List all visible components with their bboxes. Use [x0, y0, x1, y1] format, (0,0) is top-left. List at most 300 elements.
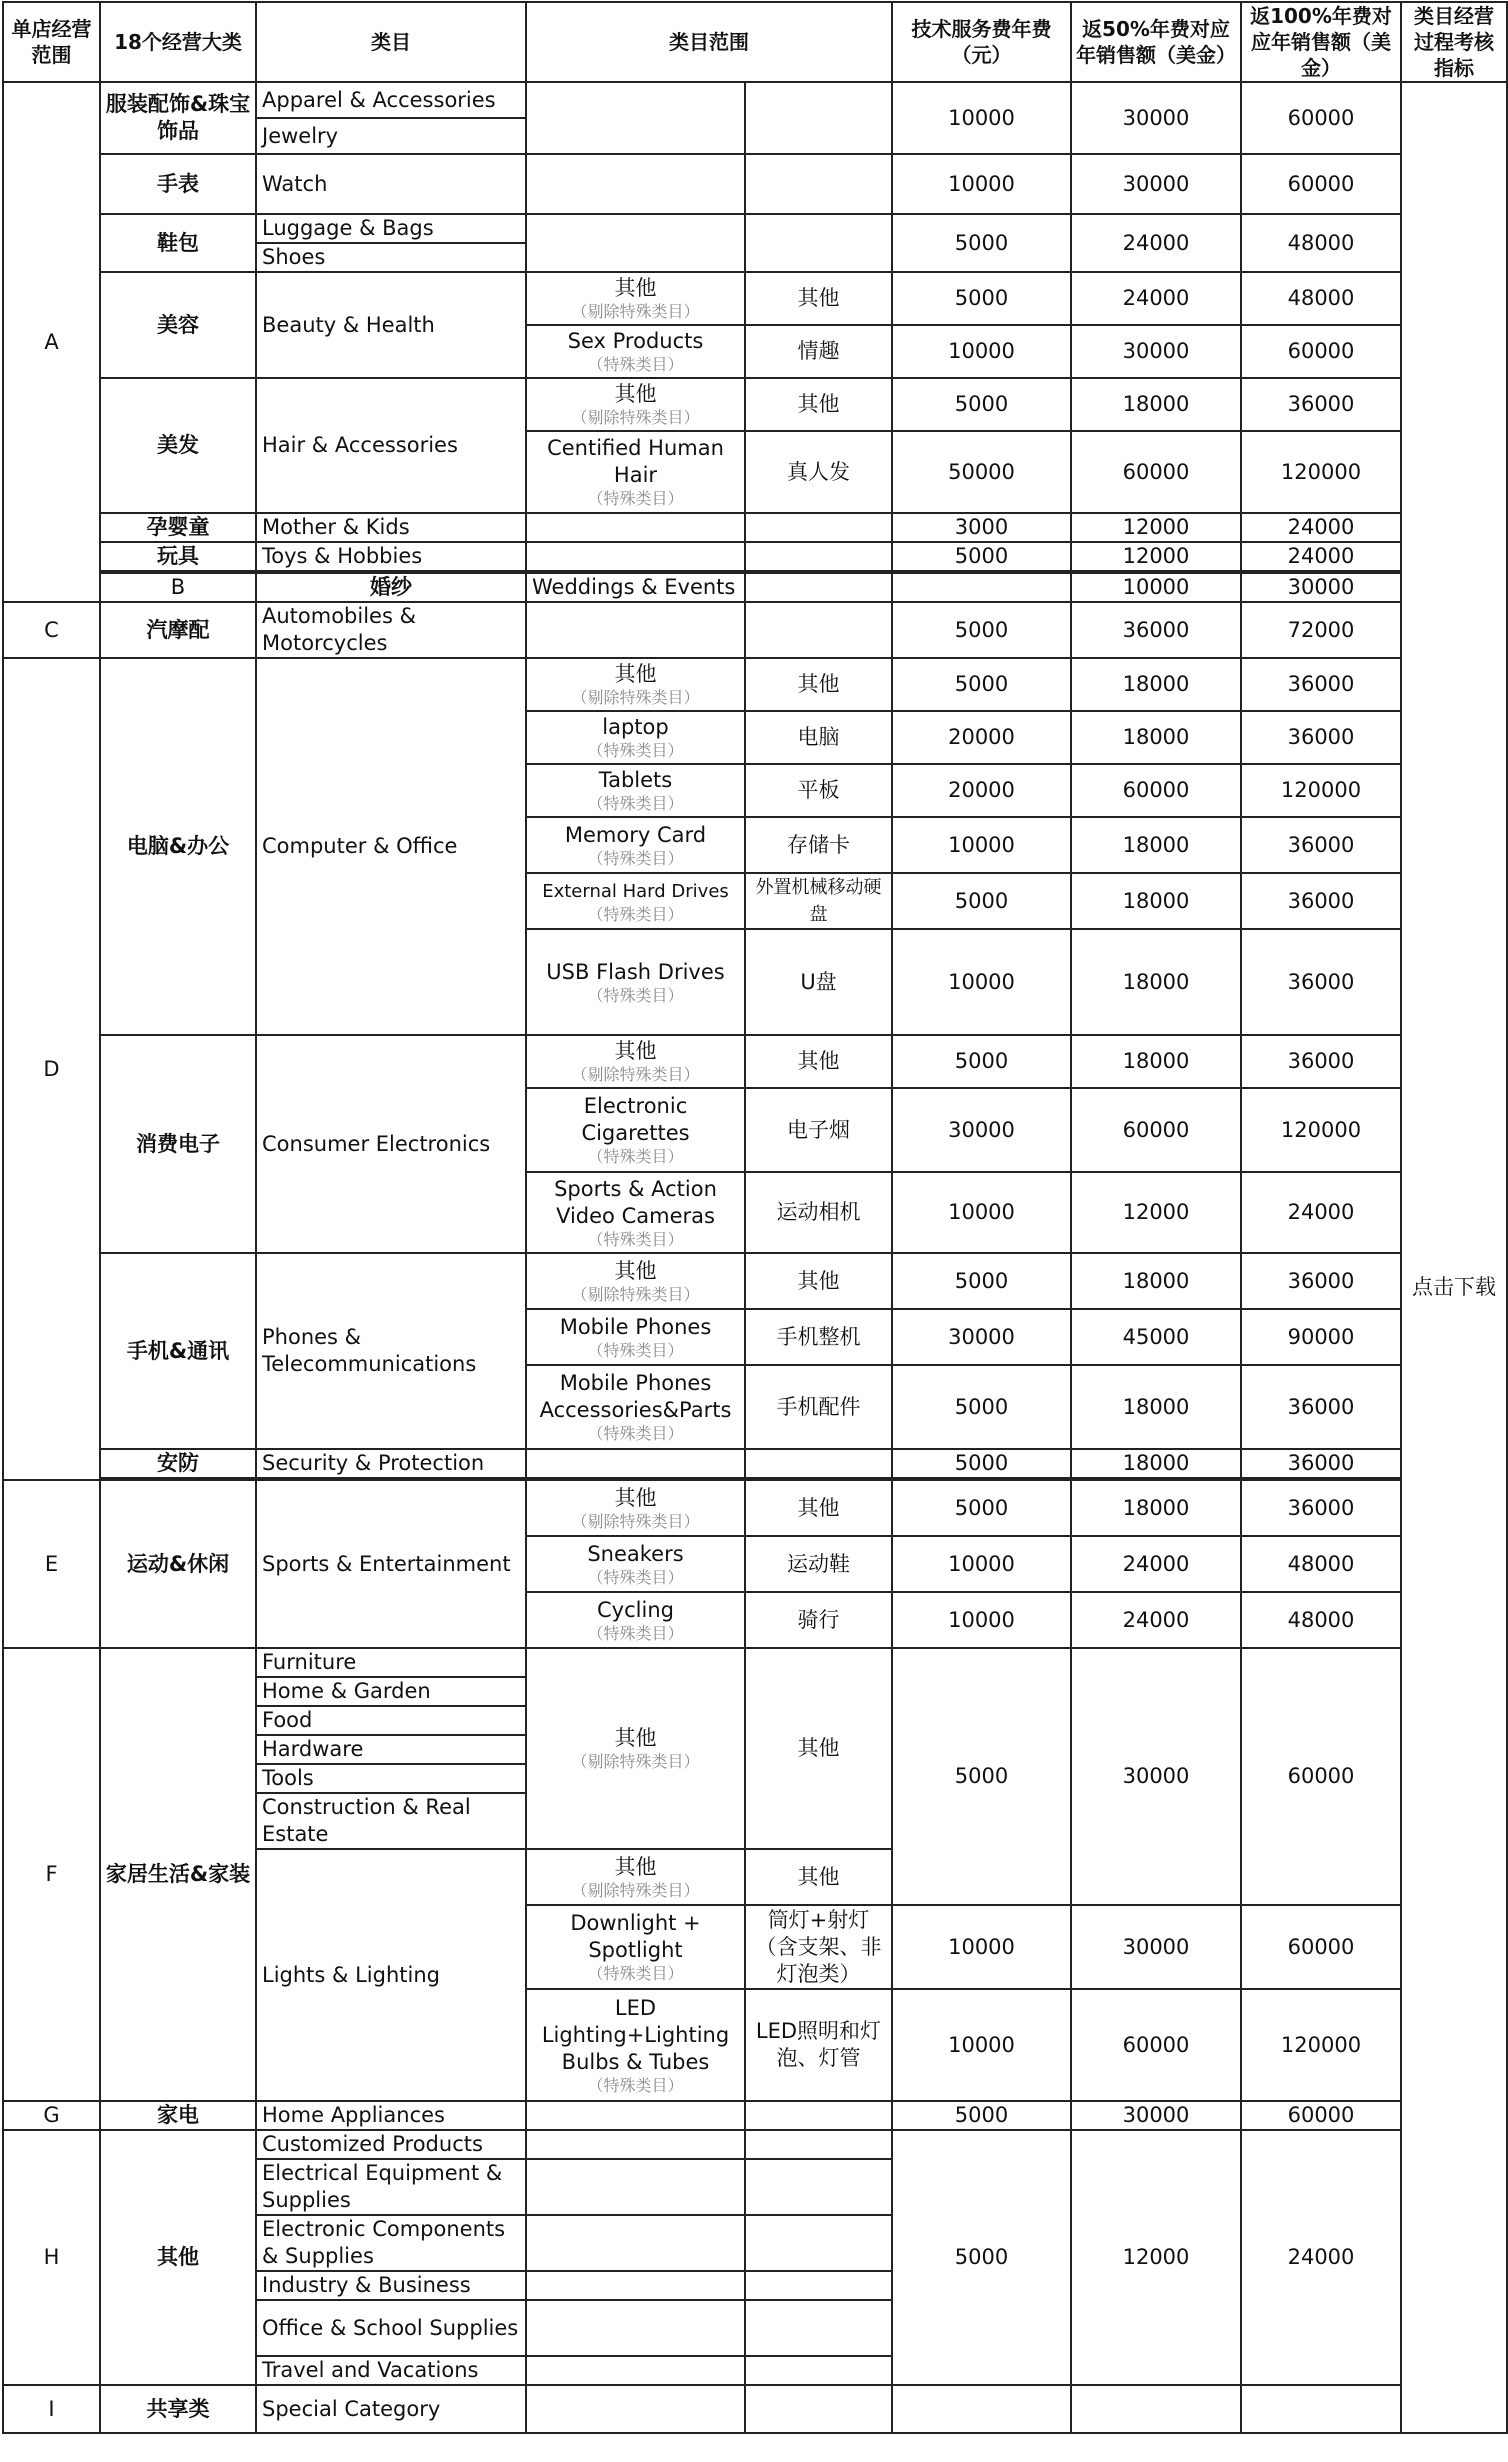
note-special: （特殊类目） [587, 355, 684, 374]
r50-value: 18000 [1071, 711, 1241, 764]
fee-value: 5000 [892, 1035, 1071, 1088]
range-cn: 运动鞋 [745, 1536, 892, 1592]
range-empty [526, 214, 745, 272]
table-row [3, 154, 1507, 214]
cat-apparel: Apparel & Accessories [256, 82, 526, 118]
note-special: （特殊类目） [587, 1623, 684, 1643]
r100-value: 48000 [1241, 214, 1401, 272]
cat-hardware: Hardware [256, 1735, 526, 1764]
r100-value: 60000 [1241, 325, 1401, 378]
range-cn-empty [745, 602, 892, 658]
range-label: Tablets [598, 768, 673, 792]
table-row [3, 513, 1507, 542]
range-empty [526, 513, 745, 542]
range-label: Mobile Phones Accessories&Parts [539, 1371, 732, 1422]
cat-construction: Construction & Real Estate [256, 1793, 526, 1849]
range-cn: 骑行 [745, 1592, 892, 1648]
r50-value: 24000 [1071, 272, 1241, 325]
range-cn: 其他 [745, 378, 892, 431]
note-special: （特殊类目） [587, 1229, 684, 1249]
range-cn-empty [745, 82, 892, 154]
table-row [3, 1449, 1507, 1478]
r100-empty [1241, 2385, 1401, 2433]
header-range: 类目范围 [526, 2, 892, 82]
range-cn: 其他 [745, 1849, 892, 1905]
range-label: Sports & Action Video Cameras [554, 1176, 717, 1228]
note-excl: （剔除特殊类目） [571, 1752, 700, 1771]
range-memory [526, 817, 745, 873]
header-rebate100: 返100%年费对应年销售额（美金） [1241, 2, 1401, 82]
range-empty [526, 2300, 745, 2356]
range-label: Downlight + Spotlight [570, 1911, 701, 1962]
fee-value: 10000 [1071, 573, 1241, 602]
range-cn-empty [745, 513, 892, 542]
table-row [3, 214, 1507, 243]
range-label: laptop [602, 715, 669, 739]
fee-value: 10000 [892, 817, 1071, 873]
range-led [526, 1989, 745, 2101]
r50-value: 30000 [1071, 325, 1241, 378]
cat-appliances: Home Appliances [256, 2101, 526, 2130]
table-row [3, 2130, 1507, 2159]
fee-value: 5000 [892, 2130, 1071, 2385]
r50-value: 12000 [1071, 2130, 1241, 2385]
range-label: 其他 [614, 1258, 657, 1283]
header-rebate50: 返50%年费对应年销售额（美金） [1071, 2, 1241, 82]
r100-value: 120000 [1241, 431, 1401, 513]
cat-sports: Sports & Entertainment [256, 1480, 526, 1648]
range-human-hair [526, 431, 745, 513]
note-special: （特殊类目） [587, 848, 684, 868]
range-hdd [526, 873, 745, 929]
major-home: 家居生活&家装 [100, 1648, 256, 2101]
cat-office: Office & School Supplies [256, 2300, 526, 2356]
fee-value: 5000 [892, 1648, 1071, 1905]
range-empty [526, 154, 745, 214]
note-special: （特殊类目） [587, 985, 684, 1005]
r50-value: 24000 [1071, 1536, 1241, 1592]
table-row [3, 542, 1507, 571]
cat-consumer: Consumer Electronics [256, 1035, 526, 1253]
range-empty [526, 542, 745, 571]
range-label: Memory Card [564, 822, 707, 847]
major-wedding: 婚纱 [256, 573, 526, 602]
fee-value: 10000 [892, 325, 1071, 378]
note-special: （特殊类目） [587, 1424, 684, 1443]
fee-value: 5000 [892, 1480, 1071, 1536]
r50-value: 45000 [1071, 1309, 1241, 1365]
range-cn: 其他 [745, 658, 892, 711]
r100-value: 60000 [1241, 1905, 1401, 1989]
note-special: （特殊类目） [587, 489, 684, 508]
fee-value: 5000 [892, 542, 1071, 571]
range-cn-empty [745, 1449, 892, 1478]
note-excl: （剔除特殊类目） [571, 408, 700, 427]
cat-toys: Toys & Hobbies [256, 542, 526, 571]
r100-value: 90000 [1241, 1309, 1401, 1365]
fee-value: 5000 [892, 378, 1071, 431]
header-category: 类目 [256, 2, 526, 82]
note-excl: （剔除特殊类目） [571, 1880, 700, 1900]
r100-value: 60000 [1241, 2101, 1401, 2130]
range-empty [526, 2215, 745, 2271]
note-special: （特殊类目） [587, 1567, 684, 1587]
r100-value: 120000 [1241, 764, 1401, 817]
range-cn-empty [892, 573, 1071, 602]
major-mother: 孕婴童 [100, 513, 256, 542]
r100-value: 72000 [1241, 602, 1401, 658]
r100-value: 36000 [1241, 1449, 1401, 1478]
range-empty [745, 573, 892, 602]
range-cn: 其他 [745, 1480, 892, 1536]
range-cn-empty [745, 2385, 892, 2433]
r50-value: 30000 [1071, 1905, 1241, 1989]
range-cn: 存储卡 [745, 817, 892, 873]
fee-value: 5000 [892, 602, 1071, 658]
range-empty [526, 1449, 745, 1478]
r100-value: 36000 [1241, 1035, 1401, 1088]
r50-value: 18000 [1071, 1449, 1241, 1478]
range-cn: 筒灯+射灯（含支架、非灯泡类） [745, 1905, 892, 1989]
r50-value: 36000 [1071, 602, 1241, 658]
range-label: 其他 [614, 276, 657, 300]
range-cn: 其他 [745, 1035, 892, 1088]
major-apparel: 服装配饰&珠宝饰品 [100, 82, 256, 154]
header-row [3, 2, 1507, 82]
range-other [526, 272, 745, 325]
range-label: 其他 [614, 382, 657, 406]
table-row [3, 1648, 1507, 1677]
major-computer: 电脑&办公 [100, 658, 256, 1035]
table-row [3, 658, 1507, 711]
cat-lights: Lights & Lighting [256, 1849, 526, 2101]
note-special: （特殊类目） [587, 905, 684, 924]
r50-value: 60000 [1071, 1989, 1241, 2101]
r50-value: 30000 [1071, 82, 1241, 154]
cat-computer: Computer & Office [256, 658, 526, 1035]
table-row [3, 378, 1507, 431]
fee-value: 10000 [892, 929, 1071, 1035]
note-special: （特殊类目） [587, 794, 684, 813]
group-g: G [3, 2101, 100, 2130]
major-sports: 运动&休闲 [100, 1480, 256, 1648]
range-cn-empty [745, 2271, 892, 2300]
range-label: Cycling [597, 1597, 674, 1622]
r100-value: 36000 [1241, 1365, 1401, 1449]
major-watch: 手表 [100, 154, 256, 214]
r100-value: 120000 [1241, 1989, 1401, 2101]
r50-value: 24000 [1071, 1592, 1241, 1648]
table-row [3, 82, 1507, 118]
r50-value: 18000 [1071, 1253, 1241, 1309]
r100-value: 24000 [1241, 1172, 1401, 1253]
range-cn: 外置机械移动硬盘 [745, 873, 892, 929]
r50-value: 24000 [1071, 214, 1241, 272]
major-toys: 玩具 [100, 542, 256, 571]
r100-value: 24000 [1241, 542, 1401, 571]
cat-luggage: Luggage & Bags [256, 214, 526, 243]
table-row [3, 602, 1507, 658]
table-row [3, 2385, 1507, 2433]
range-cn-empty [745, 2159, 892, 2215]
fee-value: 50000 [892, 431, 1071, 513]
r100-value: 120000 [1241, 1088, 1401, 1172]
fee-value: 10000 [892, 1592, 1071, 1648]
range-actioncam [526, 1172, 745, 1253]
r50-value: 18000 [1071, 1365, 1241, 1449]
fee-value: 10000 [892, 82, 1071, 154]
fee-value: 10000 [892, 1905, 1071, 1989]
r50-value: 12000 [1071, 1172, 1241, 1253]
r50-value: 18000 [1071, 873, 1241, 929]
header-fee: 技术服务费年费（元） [892, 2, 1071, 82]
cat-beauty: Beauty & Health [256, 272, 526, 378]
range-label: Mobile Phones [559, 1314, 712, 1339]
major-auto: 汽摩配 [100, 602, 256, 658]
fee-value: 10000 [892, 154, 1071, 214]
note-special: （特殊类目） [587, 741, 684, 760]
range-empty [526, 602, 745, 658]
range-cn: LED照明和灯泡、灯管 [745, 1989, 892, 2101]
cat-security: Security & Protection [256, 1449, 526, 1478]
range-other [526, 1648, 745, 1849]
r50-value: 18000 [1071, 817, 1241, 873]
r100-value: 36000 [1241, 929, 1401, 1035]
r50-value: 30000 [1071, 154, 1241, 214]
cat-customized: Customized Products [256, 2130, 526, 2159]
cat-home-garden: Home & Garden [256, 1677, 526, 1706]
range-cn-empty [745, 2356, 892, 2385]
group-c: C [3, 602, 100, 658]
note-excl: （剔除特殊类目） [571, 1284, 700, 1304]
r50-value: 60000 [1071, 764, 1241, 817]
table-row [3, 573, 1507, 602]
range-downlight [526, 1905, 745, 1989]
header-assess: 类目经营过程考核指标 [1401, 2, 1507, 82]
fee-value: 5000 [892, 272, 1071, 325]
range-cn-empty [745, 2300, 892, 2356]
range-ecig [526, 1088, 745, 1172]
r100-value: 36000 [1241, 658, 1401, 711]
range-label: 其他 [614, 1726, 657, 1750]
cat-tools: Tools [256, 1764, 526, 1793]
range-cycling [526, 1592, 745, 1648]
cat-hair: Hair & Accessories [256, 378, 526, 513]
range-label: Centified Human Hair [547, 436, 724, 487]
cat-wedding: Weddings & Events [526, 573, 745, 602]
note-special: （特殊类目） [587, 1340, 684, 1360]
note-excl: （剔除特殊类目） [571, 688, 700, 707]
range-cn-empty [745, 2101, 892, 2130]
fee-value: 20000 [892, 764, 1071, 817]
major-appliance: 家电 [100, 2101, 256, 2130]
r50-value: 30000 [1071, 2101, 1241, 2130]
fee-value: 10000 [892, 1989, 1071, 2101]
range-sneakers [526, 1536, 745, 1592]
cat-phones: Phones & Telecommunications [256, 1253, 526, 1449]
major-hair: 美发 [100, 378, 256, 513]
category-fee-table [2, 1, 1508, 2434]
major-shared: 共享类 [100, 2385, 256, 2433]
range-other [526, 1849, 745, 1905]
r50-value: 12000 [1071, 513, 1241, 542]
r50-value: 18000 [1071, 929, 1241, 1035]
range-other [526, 1035, 745, 1088]
range-cn: 手机配件 [745, 1365, 892, 1449]
range-laptop [526, 711, 745, 764]
fee-value: 30000 [892, 1088, 1071, 1172]
range-cn: 其他 [745, 1253, 892, 1309]
major-consumer: 消费电子 [100, 1035, 256, 1253]
cat-jewelry: Jewelry [256, 118, 526, 154]
r100-value: 24000 [1241, 2130, 1401, 2385]
range-sex-products [526, 325, 745, 378]
table-row [3, 1480, 1507, 1536]
r50-value: 18000 [1071, 378, 1241, 431]
range-other [526, 658, 745, 711]
table-row [3, 2101, 1507, 2130]
major-bags: 鞋包 [100, 214, 256, 272]
range-cn-empty [745, 2130, 892, 2159]
r100-value: 36000 [1241, 1253, 1401, 1309]
cat-special: Special Category [256, 2385, 526, 2433]
r50-value: 30000 [1071, 1648, 1241, 1905]
group-a: A [3, 82, 100, 602]
range-empty [526, 2101, 745, 2130]
fee-value: 5000 [892, 1365, 1071, 1449]
range-empty [526, 82, 745, 154]
range-cn: 平板 [745, 764, 892, 817]
major-security: 安防 [100, 1449, 256, 1478]
fee-value: 3000 [892, 513, 1071, 542]
r50-value: 60000 [1071, 1088, 1241, 1172]
r100-value: 48000 [1241, 272, 1401, 325]
r50-empty [1071, 2385, 1241, 2433]
table-row [3, 1035, 1507, 1088]
range-label: Electronic Cigarettes [581, 1094, 690, 1145]
header-scope: 单店经营范围 [3, 2, 100, 82]
fee-value: 5000 [892, 1449, 1071, 1478]
fee-value: 5000 [892, 658, 1071, 711]
range-label: LED Lighting+Lighting Bulbs & Tubes [541, 1995, 730, 2074]
note-excl: （剔除特殊类目） [571, 302, 700, 321]
range-cn: 真人发 [745, 431, 892, 513]
cat-watch: Watch [256, 154, 526, 214]
download-link[interactable]: 点击下载 [1401, 82, 1507, 2433]
range-label: 其他 [614, 662, 657, 686]
fee-empty [892, 2385, 1071, 2433]
group-f: F [3, 1648, 100, 2101]
r100-value: 60000 [1241, 82, 1401, 154]
fee-value: 5000 [892, 873, 1071, 929]
range-label: USB Flash Drives [546, 959, 725, 984]
range-empty [526, 2271, 745, 2300]
range-label: 其他 [614, 1039, 657, 1063]
note-special: （特殊类目） [587, 1147, 684, 1166]
range-cn: 其他 [745, 1648, 892, 1849]
range-cn: 电子烟 [745, 1088, 892, 1172]
table-row [3, 272, 1507, 325]
range-other [526, 1253, 745, 1309]
fee-value: 5000 [892, 2101, 1071, 2130]
range-label: Sex Products [567, 329, 704, 353]
range-label: Sneakers [587, 1541, 684, 1566]
cat-travel: Travel and Vacations [256, 2356, 526, 2385]
r100-value: 36000 [1241, 817, 1401, 873]
range-label: 其他 [614, 1485, 657, 1510]
r50-value: 18000 [1071, 658, 1241, 711]
range-cn: U盘 [745, 929, 892, 1035]
note-special: （特殊类目） [587, 2075, 684, 2095]
range-cn: 情趣 [745, 325, 892, 378]
cat-industry: Industry & Business [256, 2271, 526, 2300]
range-mobile-acc [526, 1365, 745, 1449]
range-mobile [526, 1309, 745, 1365]
range-empty [526, 2159, 745, 2215]
note-excl: （剔除特殊类目） [571, 1511, 700, 1531]
fee-value: 5000 [892, 214, 1071, 272]
range-empty [526, 2385, 745, 2433]
r50-value: 12000 [1071, 542, 1241, 571]
fee-value: 30000 [892, 1309, 1071, 1365]
table-row [3, 1253, 1507, 1309]
cat-mother: Mother & Kids [256, 513, 526, 542]
fee-value: 10000 [892, 1536, 1071, 1592]
range-empty [526, 2130, 745, 2159]
major-beauty: 美容 [100, 272, 256, 378]
note-special: （特殊类目） [587, 1964, 684, 1983]
range-cn: 手机整机 [745, 1309, 892, 1365]
range-tablets [526, 764, 745, 817]
group-d: D [3, 658, 100, 1480]
group-e: E [3, 1480, 100, 1648]
r50-value: 30000 [1241, 573, 1401, 602]
fee-value: 5000 [892, 1253, 1071, 1309]
range-label: External Hard Drives [542, 881, 729, 902]
range-cn-empty [745, 2215, 892, 2271]
r100-value: 36000 [1241, 1480, 1401, 1536]
group-h: H [3, 2130, 100, 2385]
r100-value: 48000 [1241, 1592, 1401, 1648]
group-b: B [100, 573, 256, 602]
header-major: 18个经营大类 [100, 2, 256, 82]
range-cn: 其他 [745, 272, 892, 325]
r50-value: 18000 [1071, 1035, 1241, 1088]
cat-auto: Automobiles & Motorcycles [256, 602, 526, 658]
range-other [526, 378, 745, 431]
major-other: 其他 [100, 2130, 256, 2385]
cat-food: Food [256, 1706, 526, 1735]
r100-value: 60000 [1241, 1648, 1401, 1905]
fee-value: 10000 [892, 1172, 1071, 1253]
fee-value: 20000 [892, 711, 1071, 764]
group-i: I [3, 2385, 100, 2433]
cat-electronic: Electronic Components & Supplies [256, 2215, 526, 2271]
range-usb [526, 929, 745, 1035]
range-empty [526, 2356, 745, 2385]
r100-value: 24000 [1241, 513, 1401, 542]
range-other [526, 1480, 745, 1536]
cat-electrical: Electrical Equipment & Supplies [256, 2159, 526, 2215]
range-cn: 运动相机 [745, 1172, 892, 1253]
range-cn-empty [745, 542, 892, 571]
note-excl: （剔除特殊类目） [571, 1065, 700, 1084]
r100-value: 60000 [1241, 154, 1401, 214]
r100-value: 36000 [1241, 378, 1401, 431]
range-label: 其他 [614, 1854, 657, 1879]
r50-value: 18000 [1071, 1480, 1241, 1536]
range-cn-empty [745, 154, 892, 214]
